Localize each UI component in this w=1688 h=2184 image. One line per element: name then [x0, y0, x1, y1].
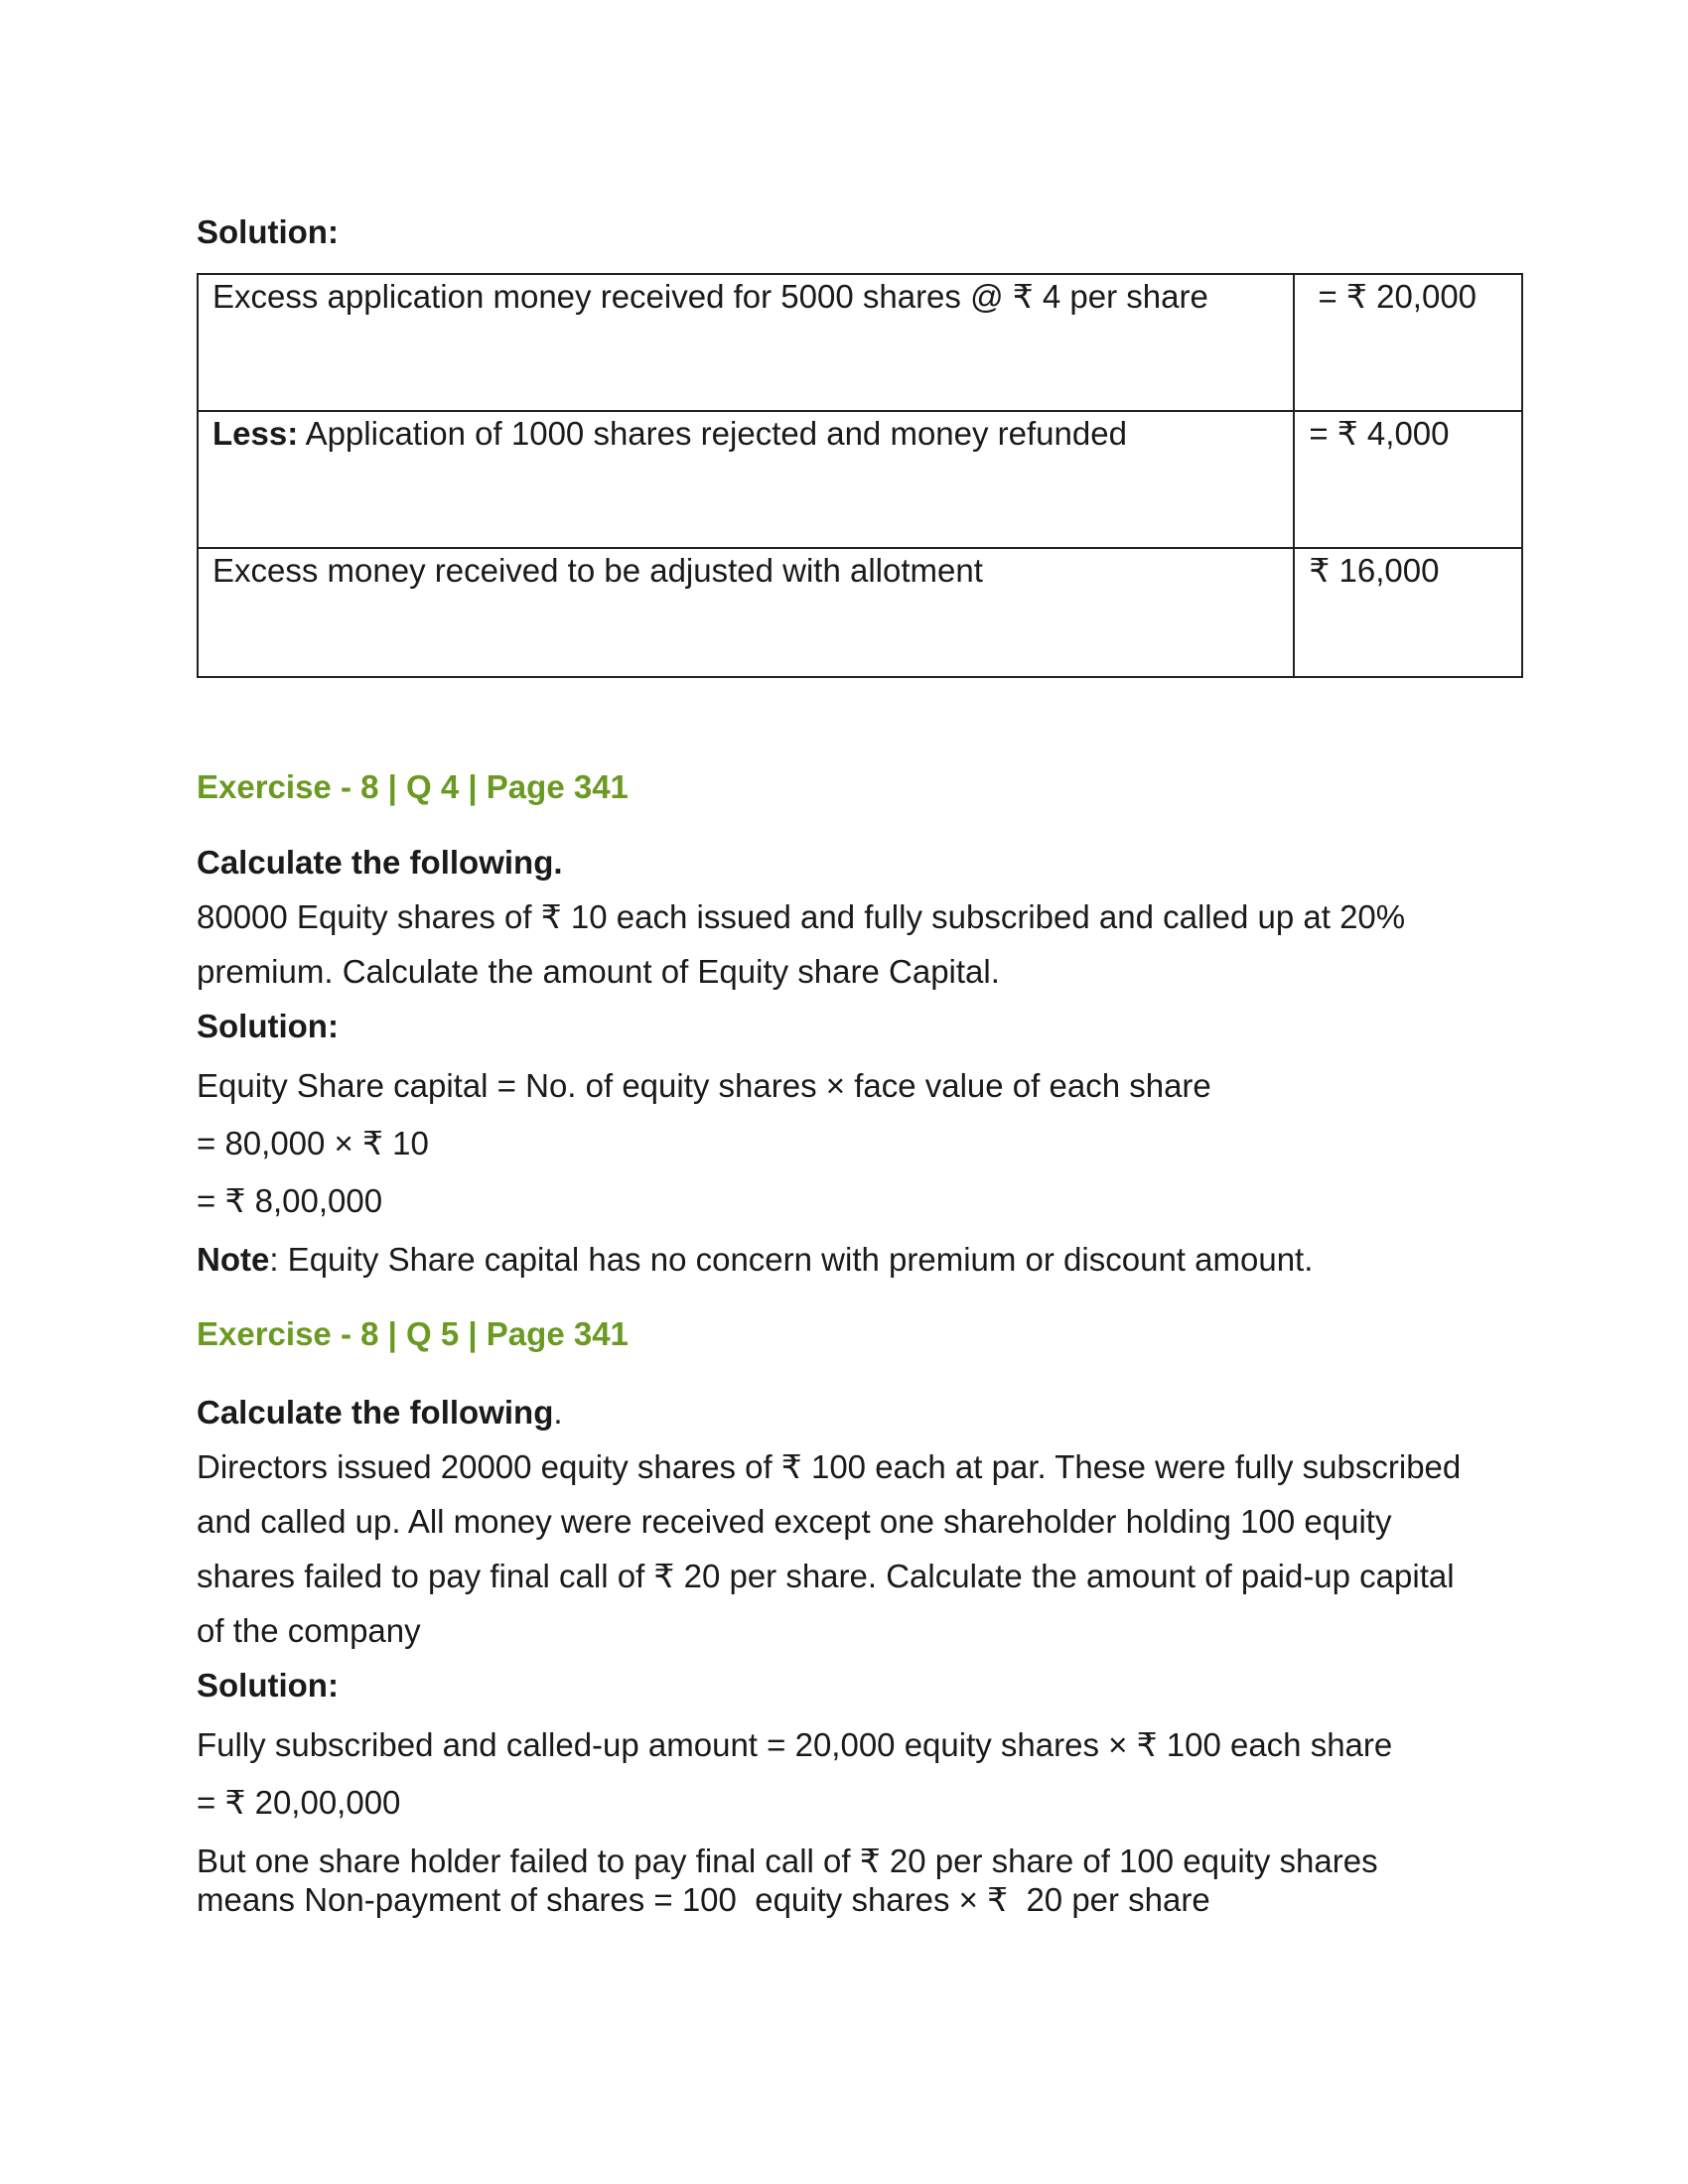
q5-solution-line: = ₹ 20,00,000: [197, 1784, 401, 1821]
solution-table: [197, 273, 1523, 678]
q5-solution-label: Solution:: [197, 1667, 339, 1704]
q4-question-line: premium. Calculate the amount of Equity share Capital.: [197, 953, 1000, 990]
q4-prompt: Calculate the following.: [197, 844, 563, 881]
q4-solution-label: Solution:: [197, 1008, 339, 1044]
table-row: [198, 548, 1522, 677]
q5-question-line: of the company: [197, 1612, 421, 1649]
row-prefix: Less:: [212, 415, 299, 452]
table-cell-description: [198, 411, 1294, 548]
table-cell-amount: ₹ 16,000: [1294, 548, 1522, 677]
q4-question-line: 80000 Equity shares of ₹ 10 each issued and fully subscribed and called up at 20%: [197, 898, 1406, 935]
table-cell-amount: = ₹ 20,000: [1294, 274, 1522, 411]
note-text: : Equity Share capital has no concern with premium or discount amount.: [269, 1241, 1314, 1278]
q5-question-line: shares failed to pay final call of ₹ 20 per share. Calculate the amount of paid-up capital: [197, 1558, 1455, 1594]
q4-note: [197, 1240, 1313, 1280]
exercise-heading-q5: Exercise - 8 | Q 5 | Page 341: [197, 1315, 629, 1352]
q5-prompt-text: Calculate the following: [197, 1394, 554, 1431]
solution-label: Solution:: [197, 213, 339, 250]
q4-solution-line: = ₹ 8,00,000: [197, 1182, 383, 1219]
table-row: [198, 274, 1522, 411]
row-text: Application of 1000 shares rejected and money refunded: [298, 415, 1127, 452]
q5-solution-line: But one share holder failed to pay final call of ₹ 20 per share of 100 equity shares: [197, 1843, 1378, 1879]
note-label: Note: [197, 1241, 270, 1278]
q5-prompt: [197, 1393, 563, 1433]
q4-solution-line: = 80,000 × ₹ 10: [197, 1125, 429, 1161]
q5-prompt-tail: .: [553, 1394, 563, 1431]
q5-question-line: Directors issued 20000 equity shares of ₹ 100 each at par. These were fully subscribed: [197, 1448, 1462, 1485]
q5-question-line: and called up. All money were received except one shareholder holding 100 equity: [197, 1503, 1392, 1540]
table-cell-amount: = ₹ 4,000: [1294, 411, 1522, 548]
table-cell-description: [198, 274, 1294, 411]
table-row: [198, 411, 1522, 548]
q5-solution-line: Fully subscribed and called-up amount = 20,000 equity shares × ₹ 100 each share: [197, 1726, 1393, 1763]
exercise-heading-q4: Exercise - 8 | Q 4 | Page 341: [197, 768, 629, 805]
table-cell-description: [198, 548, 1294, 677]
row-text: Excess application money received for 5000 shares @ ₹ 4 per share: [212, 278, 1208, 315]
row-text: Excess money received to be adjusted with allotment: [212, 552, 983, 589]
q5-solution-line: means Non-payment of shares = 100 equity shares × ₹ 20 per share: [197, 1881, 1210, 1918]
q4-solution-line: Equity Share capital = No. of equity shares × face value of each share: [197, 1067, 1211, 1104]
